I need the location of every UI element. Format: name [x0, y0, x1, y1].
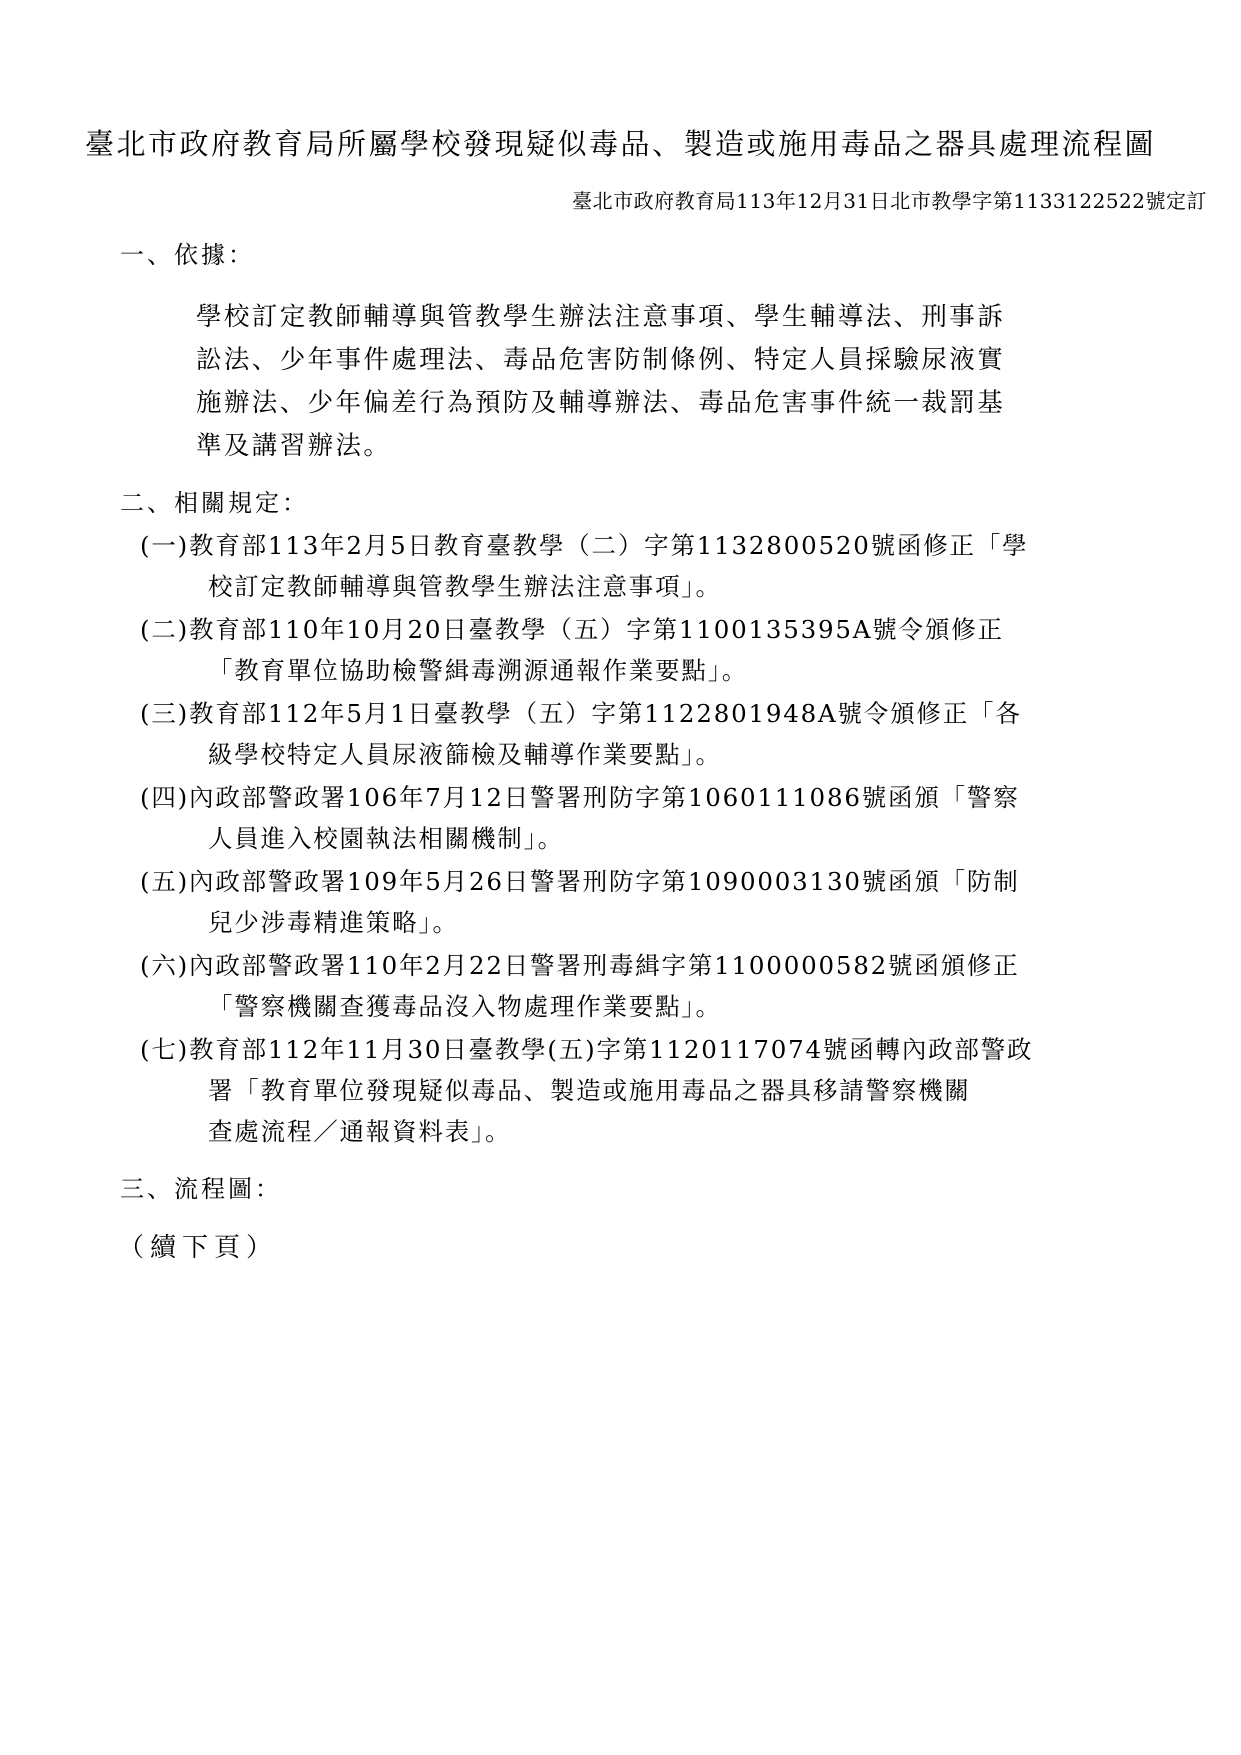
regulation-item-line: 「警察機關查獲毒品沒入物處理作業要點」。 — [208, 992, 722, 1021]
basis-paragraph-line: 施辦法、少年偏差行為預防及輔導辦法、毒品危害事件統一裁罰基 — [196, 388, 1006, 418]
regulation-item-line: (二)教育部110年10月20日臺教學（五）字第1100135395A號令頒修正 — [140, 615, 1004, 644]
regulation-item-line: (七)教育部112年11月30日臺教學(五)字第1120117074號函轉內政部警政 — [140, 1035, 1034, 1064]
continued-next-page-note: （續下頁） — [118, 1233, 279, 1263]
regulation-item-line: 查處流程／通報資料表」。 — [208, 1117, 512, 1146]
section-heading-flowchart: 三、流程圖： — [120, 1175, 282, 1203]
regulation-item-line: 兒少涉毒精進策略」。 — [208, 908, 459, 937]
regulation-item-line: 級學校特定人員尿液篩檢及輔導作業要點」。 — [208, 740, 722, 769]
regulation-item-line: 人員進入校園執法相關機制」。 — [208, 824, 564, 853]
regulation-item-line: (六)內政部警政署110年2月22日警署刑毒緝字第1100000582號函頒修正 — [140, 951, 1020, 980]
section-heading-regulations: 二、相關規定： — [120, 489, 309, 517]
basis-paragraph-line: 學校訂定教師輔導與管教學生辦法注意事項、學生輔導法、刑事訴 — [196, 302, 1006, 332]
regulation-item-line: (五)內政部警政署109年5月26日警署刑防字第1090003130號函頒「防制 — [140, 867, 1020, 896]
section-heading-basis: 一、依據： — [120, 241, 255, 269]
regulation-item-line: 校訂定教師輔導與管教學生辦法注意事項」。 — [208, 572, 722, 601]
document-subtitle: 臺北市政府教育局113年12月31日北市教學字第1133122522號定訂 — [572, 189, 1207, 213]
regulation-item-line: (一)教育部113年2月5日教育臺教學（二）字第1132800520號函修正「學 — [140, 531, 1029, 560]
regulation-item-line: 「教育單位協助檢警緝毒溯源通報作業要點」。 — [208, 656, 749, 685]
basis-paragraph-line: 訟法、少年事件處理法、毒品危害防制條例、特定人員採驗尿液實 — [196, 345, 1006, 375]
regulation-item-line: (四)內政部警政署106年7月12日警署刑防字第1060111086號函頒「警察 — [140, 783, 1020, 812]
basis-paragraph-line: 準及講習辦法。 — [196, 431, 392, 461]
regulation-item-line: (三)教育部112年5月1日臺教學（五）字第1122801948A號令頒修正「各 — [140, 699, 1022, 728]
document-title: 臺北市政府教育局所屬學校發現疑似毒品、製造或施用毒品之器具處理流程圖 — [84, 127, 1156, 161]
regulation-item-line: 署「教育單位發現疑似毒品、製造或施用毒品之器具移請警察機關 — [208, 1076, 971, 1105]
